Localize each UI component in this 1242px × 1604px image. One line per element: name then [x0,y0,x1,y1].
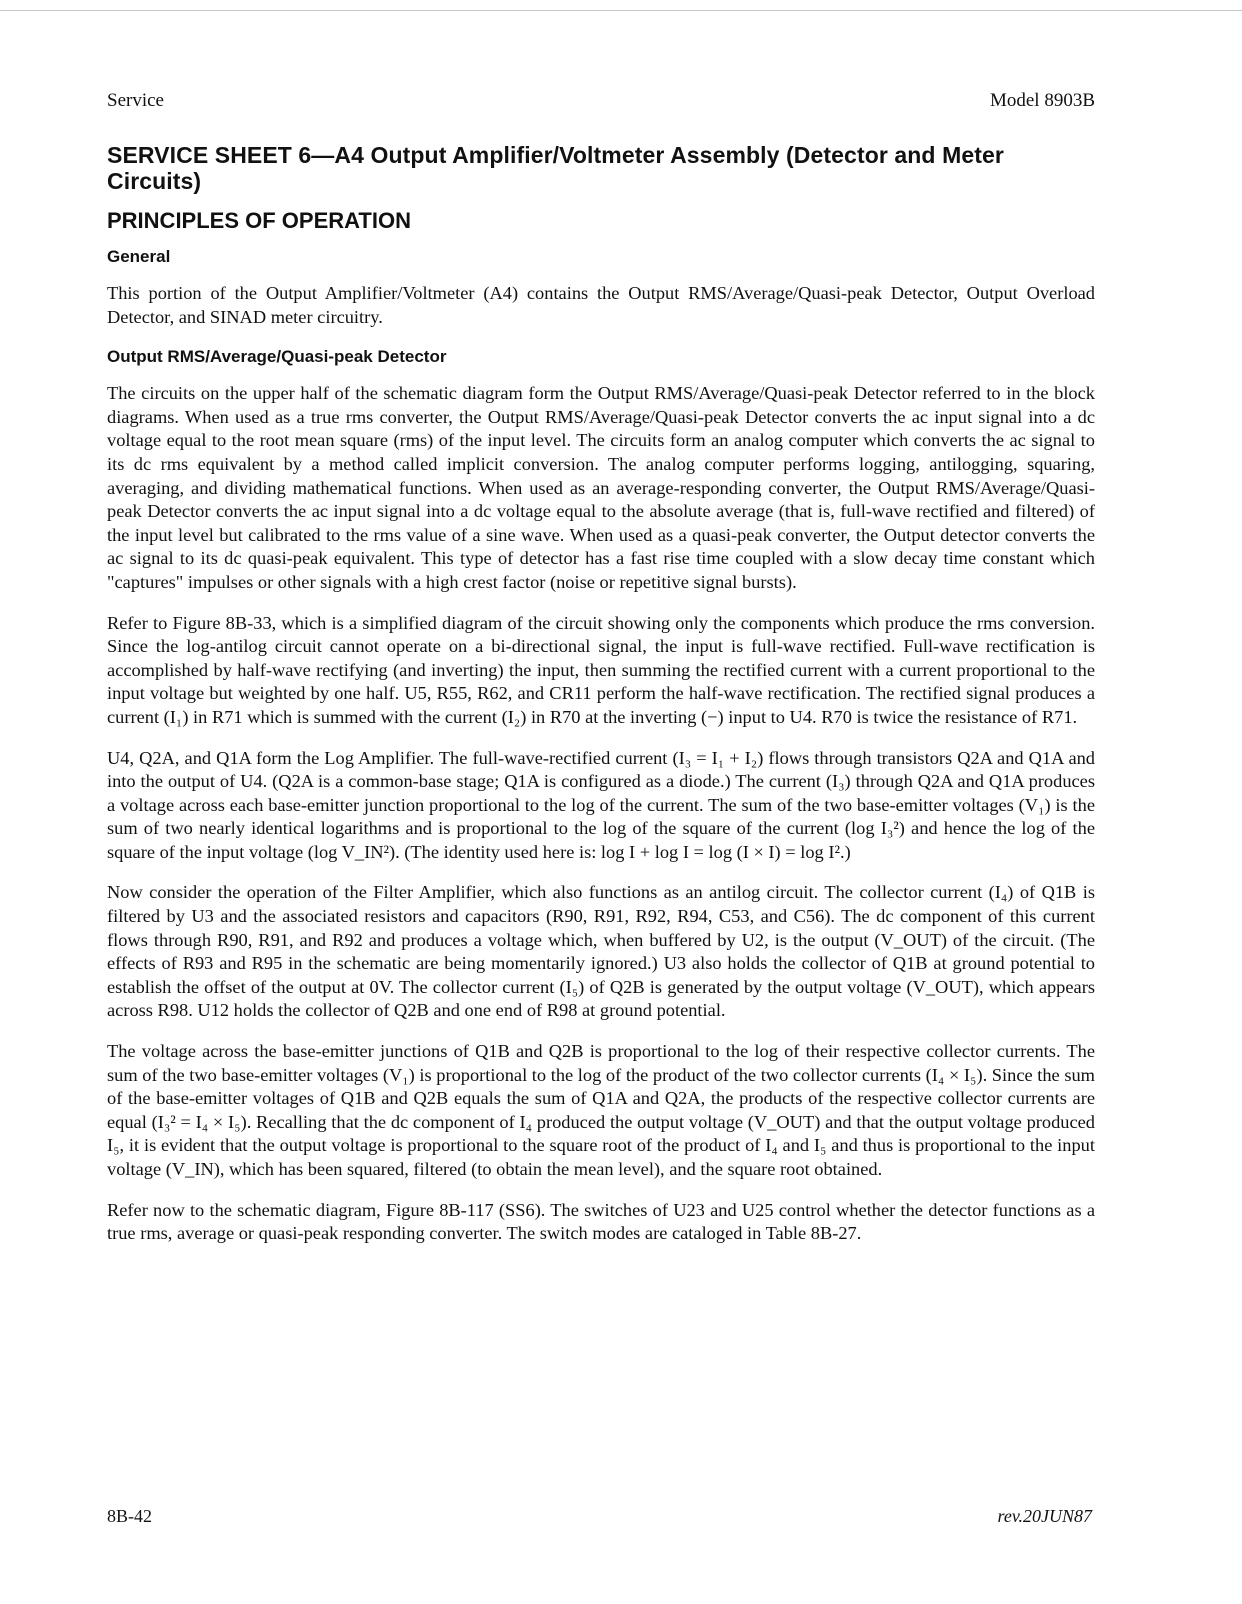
page-number: 8B-42 [107,1506,152,1526]
detector-paragraph-6: Refer now to the schematic diagram, Figure 8B-117 (SS6). The switches of U23 and U25 control whether the detector functions as a true rms, average or quasi-peak responding converter. The switch modes are cataloged in Table 8B-27. [107,1199,1095,1244]
detector-paragraph-2: Refer to Figure 8B-33, which is a simplified diagram of the circuit showing only the components which produce the rms conversion. Since the log-antilog circuit cannot operate on a bi-directional signal, the input is full-wave rectified. Full-wave rectification is accomplished by half-wave rectifying (and inverting) the input, then summing the rectified current with a current proportional to the input voltage but weighted by one half. U5, R55, R62, and CR11 perform the half-wave rectification. The rectified signal produces a current (I₁) in R71 which is summed with the current (I₂) in R70 at the inverting (−) input to U4. R70 is twice the resistance of R71. [107,612,1095,727]
general-paragraph: This portion of the Output Amplifier/Voltmeter (A4) contains the Output RMS/Average/Quasi-peak Detector, Output Overload Detector, and SINAD meter circuitry. [107,283,1095,327]
detector-paragraph-3: U4, Q2A, and Q1A form the Log Amplifier. The full-wave-rectified current (I₃ = I₁ + I₂) flows through transistors Q2A and Q1A and into the output of U4. (Q2A is a common-base stage; Q1A is configured as a diode.) The current (I₃) through Q2A and Q1A produces a voltage across each base-emitter junction proportional to the log of the current. The sum of the two base-emitter voltages (V₁) is the sum of two nearly identical logarithms and is proportional to the log of the square of the current (log I₃²) and hence the log of the square of the input voltage (log V_IN²). (The identity used here is: log I + log I = log (I × I) = log I².) [107,747,1095,862]
running-header-left: Service [107,90,164,111]
detector-paragraph-5: The voltage across the base-emitter junctions of Q1B and Q2B is proportional to the log of their respective collector currents. The sum of the two base-emitter voltages (V₁) is proportional to the log of the product of the two collector currents (I₄ × I₅). Since the sum of the base-emitter voltages of Q1B and Q2B equals the sum of Q1A and Q2A, the products of the respective collector currents are equal (I₃² = I₄ × I₅). Recalling that the dc component of I₄ produced the output voltage (V_OUT) and that the output voltage produced I₅, it is evident that the output voltage is proportional to the square root of the product of I₄ and I₅ and thus is proportional to the input voltage (V_IN), which has been squared, filtered (to obtain the mean level), and the square root obtained. [107,1041,1095,1179]
sheet-title: SERVICE SHEET 6—A4 Output Amplifier/Voltmeter Assembly (Detector and Meter Circuits) [107,142,1004,194]
section-heading: PRINCIPLES OF OPERATION [107,208,411,233]
detector-heading: Output RMS/Average/Quasi-peak Detector [107,347,447,367]
detector-paragraph-1: The circuits on the upper half of the schematic diagram form the Output RMS/Average/Quasi-peak Detector referred to in the block diagrams. When used as a true rms converter, the Output RMS/Average/Quasi-peak Detector converts the ac input signal into a dc voltage equal to the root mean square (rms) of the input level. The circuits form an analog computer which converts the ac signal to its dc rms equivalent by a method called implicit conversion. The analog computer performs logging, antilogging, squaring, averaging, and dividing mathematical functions. When used as an average-responding converter, the Output RMS/Average/Quasi-peak Detector converts the ac input signal into a dc voltage equal to the absolute average (that is, full-wave rectified and filtered) of the input level but calibrated to the rms value of a sine wave. When used as a quasi-peak converter, the Output detector converts the ac signal to its dc quasi-peak equivalent. This type of detector has a fast rise time coupled with a slow decay time constant which "captures" impulses or other signals with a high crest factor (noise or repetitive signal bursts). [107,383,1095,592]
running-header-right: Model 8903B [989,90,1095,111]
general-heading: General [107,247,171,266]
revision-date: rev.20JUN87 [997,1506,1092,1526]
detector-paragraph-4: Now consider the operation of the Filter Amplifier, which also functions as an antilog circuit. The collector current (I₄) of Q1B is filtered by U3 and the associated resistors and capacitors (R90, R91, R92, R94, C53, and C56). The dc component of this current flows through R90, R91, and R92 and produces a voltage which, when buffered by U2, is the output (V_OUT) of the circuit. (The effects of R93 and R95 in the schematic are being momentarily ignored.) U3 also holds the collector of Q1B at ground potential to establish the offset of the output at 0V. The collector current (I₅) of Q2B is generated by the output voltage (V_OUT), which appears across R98. U12 holds the collector of Q2B and one end of R98 at ground potential. [107,882,1095,1021]
top-rule [0,10,1242,11]
page-body [107,142,1095,1263]
